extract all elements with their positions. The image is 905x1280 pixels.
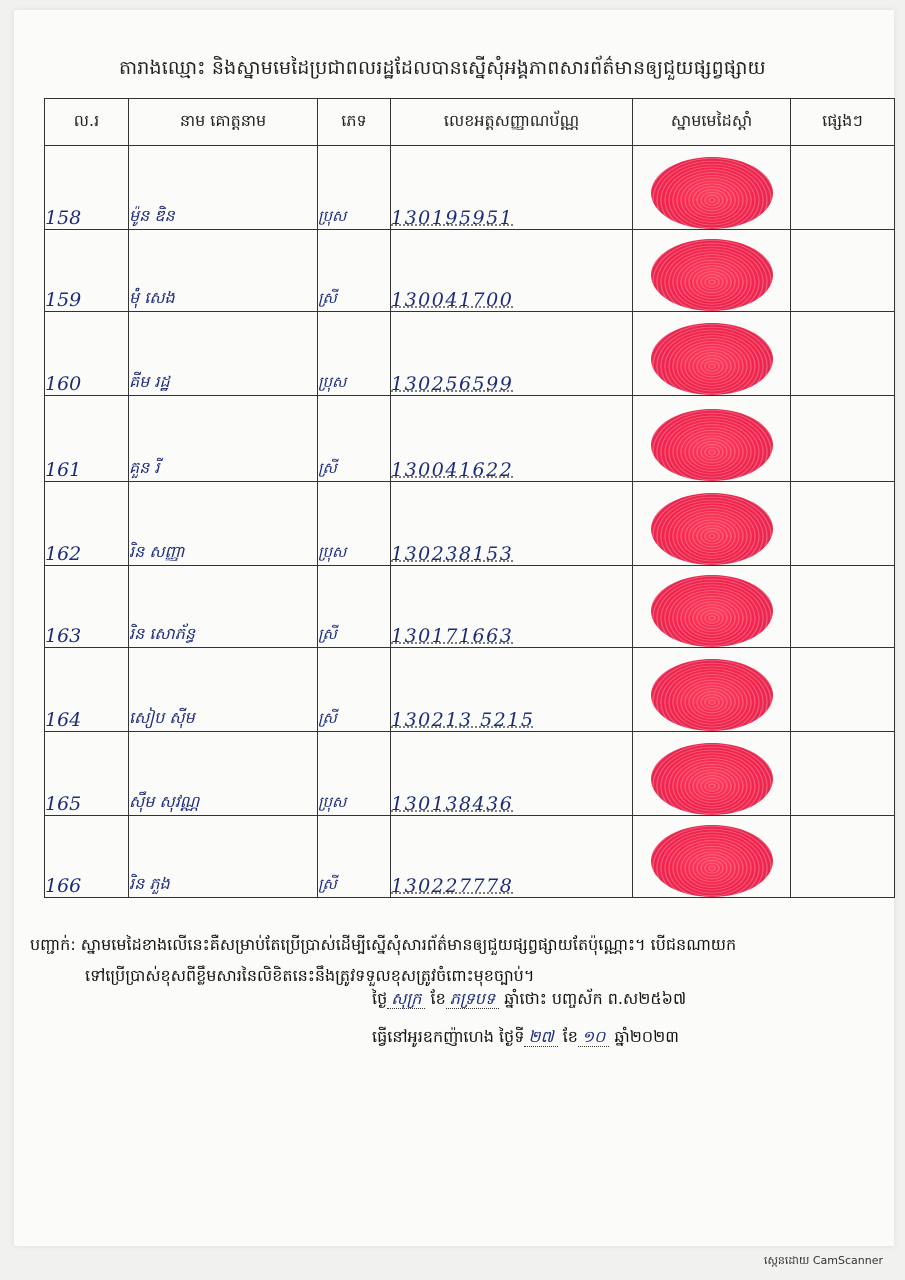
row-sex: ស្រី — [318, 566, 391, 648]
row-name: រិន សញ្ញា — [129, 482, 318, 566]
row-number: 162 — [45, 482, 129, 566]
row-name: គីម រដ្ឋ — [129, 312, 318, 396]
row-other — [791, 566, 895, 648]
row-sex: ស្រី — [318, 230, 391, 312]
place-date-line — [372, 1026, 679, 1050]
row-id-number: 130195951 — [391, 146, 633, 230]
document-page — [14, 10, 894, 1246]
row-other — [791, 816, 895, 898]
row-sex: ស្រី — [318, 648, 391, 732]
row-other — [791, 312, 895, 396]
header-other: ផ្សេងៗ — [791, 99, 895, 146]
row-fingerprint — [633, 396, 791, 482]
row-number: 165 — [45, 732, 129, 816]
year-text: ឆ្នាំ២០២៣ — [614, 1027, 679, 1046]
note-line-2: ទៅប្រើប្រាស់ខុសពីខ្លឹមសារនៃលិខិតនេះនឹងត្រូវទទួលខុសត្រូវចំពោះមុខច្បាប់។ — [85, 966, 535, 985]
day-label: ថ្ងៃ — [372, 989, 388, 1008]
row-fingerprint — [633, 230, 791, 312]
table-row — [45, 566, 895, 648]
fingerprint-icon — [651, 743, 773, 815]
row-id-number: 130238153 — [391, 482, 633, 566]
row-name: សៀប ស៊ីម — [129, 648, 318, 732]
row-fingerprint — [633, 566, 791, 648]
fingerprint-icon — [651, 493, 773, 565]
row-fingerprint — [633, 816, 791, 898]
month-value: ភទ្របទ — [446, 989, 499, 1009]
row-number: 164 — [45, 648, 129, 732]
row-fingerprint — [633, 732, 791, 816]
table-row — [45, 146, 895, 230]
fingerprint-icon — [651, 575, 773, 647]
row-id-number: 130138436 — [391, 732, 633, 816]
row-sex: ស្រី — [318, 396, 391, 482]
row-name: រិន សោភ័ន្ធ — [129, 566, 318, 648]
row-name: រិន ភួង — [129, 816, 318, 898]
lunar-date-line — [372, 988, 686, 1012]
table-row — [45, 732, 895, 816]
table-row — [45, 230, 895, 312]
row-other — [791, 230, 895, 312]
row-other — [791, 146, 895, 230]
row-id-number: 130041622 — [391, 396, 633, 482]
header-id: លេខអត្តសញ្ញាណប័ណ្ណ — [391, 99, 633, 146]
header-sex: ភេទ — [318, 99, 391, 146]
fingerprint-icon — [651, 659, 773, 731]
row-number: 163 — [45, 566, 129, 648]
row-sex: ប្រុស — [318, 732, 391, 816]
row-name: ម៉ូន ឌិន — [129, 146, 318, 230]
fingerprint-icon — [651, 409, 773, 481]
row-id-number: 130041700 — [391, 230, 633, 312]
row-fingerprint — [633, 312, 791, 396]
table-header-row — [45, 99, 895, 146]
day-value: សុក្រ — [387, 989, 425, 1009]
row-number: 158 — [45, 146, 129, 230]
row-name: ស៊ឹម សុវណ្ណ — [129, 732, 318, 816]
fingerprint-icon — [651, 239, 773, 311]
row-other — [791, 648, 895, 732]
row-sex: ប្រុស — [318, 482, 391, 566]
row-name: ម៉ុំ សេង — [129, 230, 318, 312]
row-sex: ប្រុស — [318, 312, 391, 396]
fingerprint-table — [44, 98, 895, 898]
row-number: 166 — [45, 816, 129, 898]
row-other — [791, 482, 895, 566]
header-name: នាម គោត្តនាម — [129, 99, 318, 146]
row-id-number: 130213 5215 — [391, 648, 633, 732]
month-label: ខែ — [430, 989, 446, 1008]
disclaimer-note — [30, 929, 885, 991]
fingerprint-icon — [651, 157, 773, 229]
table-row — [45, 816, 895, 898]
year-text: ឆ្នាំថោះ បញ្ចស័ក ព.ស២៥៦៧ — [504, 989, 687, 1008]
scanner-watermark: ស្កេនដោយ CamScanner — [763, 1254, 883, 1267]
row-sex: ស្រី — [318, 816, 391, 898]
row-number: 160 — [45, 312, 129, 396]
header-no: ល.រ — [45, 99, 129, 146]
row-other — [791, 396, 895, 482]
fingerprint-icon — [651, 323, 773, 395]
row-id-number: 130171663 — [391, 566, 633, 648]
row-other — [791, 732, 895, 816]
row-id-number: 130256599 — [391, 312, 633, 396]
row-fingerprint — [633, 648, 791, 732]
table-row — [45, 648, 895, 732]
row-number: 159 — [45, 230, 129, 312]
row-name: គួន រី — [129, 396, 318, 482]
row-number: 161 — [45, 396, 129, 482]
note-line-1: បញ្ជាក់: ស្នាមមេដៃខាងលើនេះគឺសម្រាប់តែប្រើប្រាស់ដើម្បីស្នើសុំសារព័ត៌មានឲ្យជួយផ្សព្វផ្សាយតែប៉ុណ្ណោះ។ បើជនណាយក — [30, 935, 737, 954]
row-sex: ប្រុស — [318, 146, 391, 230]
document-title: តារាងឈ្មោះ និងស្នាមមេដៃប្រជាពលរដ្ឋដែលបានស្នើសុំអង្គភាពសារព័ត៌មានឲ្យជួយផ្សព្វផ្សាយ — [119, 57, 766, 79]
table-row — [45, 396, 895, 482]
table-row — [45, 312, 895, 396]
header-fingerprint: ស្នាមមេដៃស្តាំ — [633, 99, 791, 146]
day-number: ២៧ — [524, 1027, 557, 1047]
month-label: ខែ — [562, 1027, 578, 1046]
table-row — [45, 482, 895, 566]
place-prefix: ធ្វើនៅអូរឧកញ៉ាហេង ថ្ងៃទី — [372, 1027, 525, 1046]
row-fingerprint — [633, 146, 791, 230]
fingerprint-icon — [651, 825, 773, 897]
row-fingerprint — [633, 482, 791, 566]
row-id-number: 130227778 — [391, 816, 633, 898]
month-number: ១០ — [578, 1027, 609, 1047]
